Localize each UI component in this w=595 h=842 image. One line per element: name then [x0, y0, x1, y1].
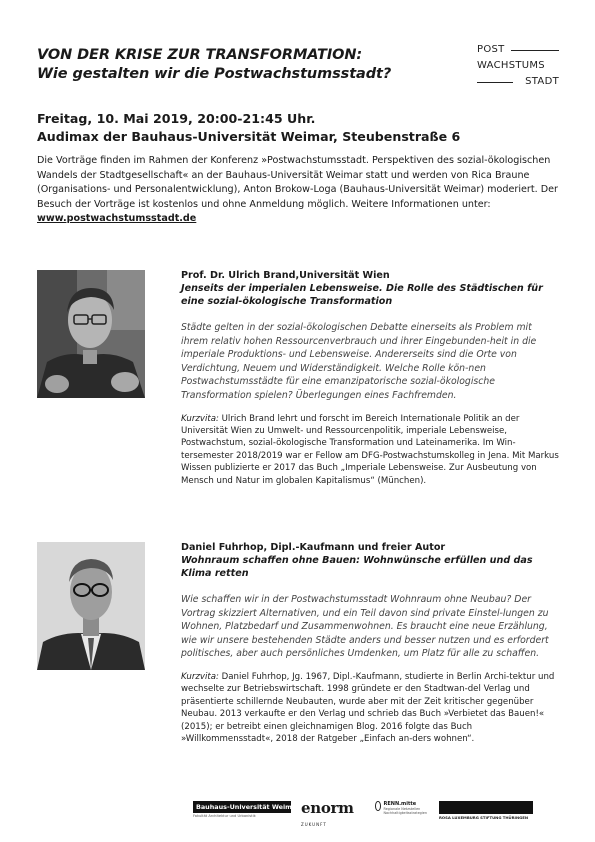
rosa-logo-text: ROSA LUXEMBURG STIFTUNG THÜRINGEN	[439, 815, 529, 820]
event-details	[37, 110, 557, 146]
bauhaus-logo-subtitle: Fakultät Architektur und Urbanistik	[193, 814, 256, 818]
logo-line-1: POST	[477, 44, 505, 55]
speaker-block-brand	[181, 269, 559, 487]
intro-paragraph	[37, 154, 559, 227]
bauhaus-logo-text: Bauhaus-Universität Weimar	[193, 801, 291, 813]
website-link[interactable]: www.postwachstumsstadt.de	[37, 213, 197, 224]
logo-line-2: WACHSTUMS	[477, 60, 545, 71]
title-line-1: VON DER KRISE ZUR TRANSFORMATION:	[37, 47, 363, 63]
bio-text: Ulrich Brand lehrt und forscht im Bereich Internationale Politik an der Universität Wien zu Umwelt- und Ressourcenpolitik, imperiale Lebensweise, Postwachstum, sozial-ökologische Transformation und Lateinamerika. Im Win-tersemester 2018/2019 war er Fellow am DFG-Postwachstumskolleg in Jena. Mit Markus Wissen publizierte er 2017 das Buch „Imperiale Lebensweise. Zur Ausbeutung von Mensch und Natur im globalen Kapitalismus“ (München).	[181, 413, 559, 486]
postwachstumsstadt-logo	[477, 42, 559, 90]
title-line-2: Wie gestalten wir die Postwachstumsstadt?	[37, 66, 392, 82]
bio-label: Kurzvita:	[181, 413, 219, 424]
rosa-luxemburg-logo	[439, 801, 533, 820]
speaker-name: Daniel Fuhrhop, Dipl.-Kaufmann und freier Autor	[181, 542, 446, 553]
renn-mitte-logo	[375, 801, 427, 815]
rosa-logo-bar	[439, 801, 533, 814]
event-venue: Audimax der Bauhaus-Universität Weimar, Steubenstraße 6	[37, 129, 461, 144]
renn-circle-icon	[375, 801, 381, 811]
bio-text: Daniel Fuhrhop, Jg. 1967, Dipl.-Kaufmann, studierte in Berlin Archi-tektur und wechselte zur Betriebswirtschaft. 1998 gründete er den Stadtwan-del Verlag und präsentierte schillernde Neubauten, wurde aber mit der Zeit kritischer gegenüber Neubau. 2013 verkaufte er den Verlag und schrieb das Buch »Verbietet das Bauen!« (2015); er betreibt einen gleichnamigen Blog. 2016 folgte das Buch »Willkommensstadt«, 2018 der Ratgeber „Einfach an-ders wohnen“.	[181, 671, 555, 744]
enorm-logo-subtitle: ZUKUNFT	[301, 822, 327, 827]
talk-title: Wohnraum schaffen ohne Bauen: Wohnwünsche erfüllen und das Klima retten	[181, 555, 533, 579]
event-title	[37, 46, 437, 84]
talk-abstract: Wie schaffen wir in der Postwachstumsstadt Wohnraum ohne Neubau? Der Vortrag skizziert Alternativen, und ein Teil davon sind private Einstel-lungen zu Wohnen, Platzbedarf und Zusammenwohnen. Es braucht eine neue Erzählung, wie wir unsere bestehenden Städte anders und besser nutzen und es erfordert politisches, aber auch persönliches Umdenken, um Platz für alle zu schaffen.	[181, 594, 549, 660]
speaker-name: Prof. Dr. Ulrich Brand,Universität Wien	[181, 270, 390, 281]
speaker-photo-brand	[37, 270, 145, 398]
renn-logo-subtitle: Regionale Netzstellen Nachhaltigkeitsstrategien	[383, 807, 427, 815]
event-date: Freitag, 10. Mai 2019, 20:00-21:45 Uhr.	[37, 111, 316, 126]
portrait-image-brand	[37, 270, 145, 398]
logo-line-3: STADT	[525, 76, 559, 87]
speaker-block-fuhrhop	[181, 541, 559, 745]
enorm-logo	[301, 801, 357, 832]
speaker-bio	[181, 413, 559, 487]
logo-rule-1	[511, 50, 559, 51]
speaker-bio	[181, 671, 559, 745]
sponsor-logos	[193, 799, 533, 827]
bauhaus-university-logo	[193, 801, 300, 818]
talk-title: Jenseits der imperialen Lebensweise. Die Rolle des Städtischen für eine sozial-ökologische Transformation	[181, 283, 543, 307]
enorm-logo-text: enorm	[301, 799, 354, 817]
renn-logo-text: RENN.mitte	[383, 801, 417, 807]
logo-rule-2	[477, 82, 513, 83]
bio-label: Kurzvita:	[181, 671, 219, 682]
talk-abstract: Städte gelten in der sozial-ökologischen Debatte einerseits als Problem mit ihrem relativ hohen Ressourcenverbrauch und ihrer Eingebunden-heit in die imperiale Produktions- und Lebensweise. Andererseits sind die Orte von Verdichtung, Neuem und Widerständigkeit. Welche Rolle kön-nen Postwachstumsstädte für eine emanzipatorische sozial-ökologische Transformation spielen? Überlegungen eines Fachfremden.	[181, 322, 537, 401]
portrait-image-fuhrhop	[37, 542, 145, 670]
speaker-photo-fuhrhop	[37, 542, 145, 670]
intro-text: Die Vorträge finden im Rahmen der Konferenz »Postwachstumsstadt. Perspektiven des sozial-ökologischen Wandels der Stadtgesellschaft« an der Bauhaus-Universität Weimar statt und werden von Rica Braune (Organisations- und Personalentwicklung), Anton Brokow-Loga (Bauhaus-Universität Weimar) moderiert. Der Besuch der Vorträge ist kostenlos und ohne Anmeldung möglich. Weitere Informationen unter:	[37, 155, 558, 210]
